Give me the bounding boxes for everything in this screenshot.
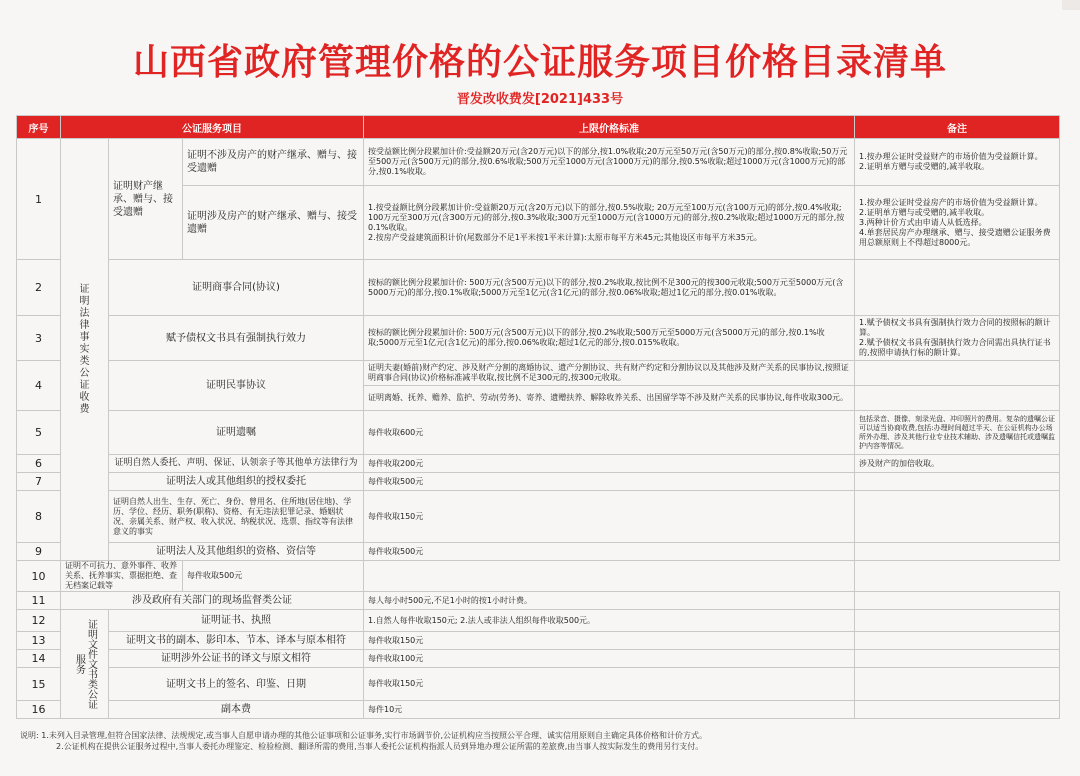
row-item: 证明证书、执照 <box>109 610 364 632</box>
row-note <box>855 260 1060 316</box>
row-note <box>855 592 1060 610</box>
row-item: 证明涉及房产的财产继承、赠与、接受遗赠 <box>183 186 364 260</box>
row-item: 证明遗嘱 <box>109 411 364 455</box>
table-row <box>17 543 1060 561</box>
row-number: 10 <box>17 561 61 592</box>
row-note <box>855 610 1060 632</box>
header-note: 备注 <box>855 116 1060 139</box>
footnotes <box>20 730 1070 752</box>
row-item: 赋予债权文书具有强制执行效力 <box>109 316 364 361</box>
row-note: 1.按办理公证时受益房产的市场价值为受益额计算。 2.证明单方赠与或受赠的,减半收取。 3.两种计价方式由申请人从低选择。 4.单套居民房产办理继承、赠与、接受遗赠公证服务费用总额原则上不得超过8000元。 <box>855 186 1060 260</box>
footnote-2: 2.公证机构在提供公证服务过程中,当事人委托办理鉴定、检验检测、翻译所需的费用,当事人委托公证机构指派人员到异地办理公证所需的差旅费,由当事人按实际发生的费用另行支付。 <box>56 742 704 751</box>
row-item: 涉及政府有关部门的现场监督类公证 <box>61 592 364 610</box>
row-number: 15 <box>17 668 61 701</box>
header-item: 公证服务项目 <box>61 116 364 139</box>
document-number: 晋发改收费发[2021]433号 <box>456 92 624 107</box>
row-note <box>855 543 1060 561</box>
table-row <box>17 139 1060 186</box>
row-note <box>855 632 1060 650</box>
table-row <box>17 491 1060 543</box>
table-row <box>17 632 1060 650</box>
row-note <box>855 668 1060 701</box>
row-item: 证明涉外公证书的译文与原文相符 <box>109 650 364 668</box>
row-note <box>855 361 1060 386</box>
table-row <box>17 701 1060 719</box>
row-number: 13 <box>17 632 61 650</box>
row-number: 7 <box>17 473 61 491</box>
category-legal-facts: 证明法律事实类公证收费 <box>61 139 109 561</box>
table-row <box>17 668 1060 701</box>
row-item: 证明法人或其他组织的授权委托 <box>109 473 364 491</box>
row-item: 证明自然人出生、生存、死亡、身份、曾用名、住所地(居住地)、学历、学位、经历、职务(职称)、资格、有无违法犯罪记录、婚姻状况、亲属关系、财产权、收入状况、纳税状况、选票、指纹等有法律意义的事实 <box>109 491 364 543</box>
table-row <box>17 316 1060 361</box>
row-note <box>855 701 1060 719</box>
table-row <box>17 473 1060 491</box>
row-price: 按标的额比例分段累加计价: 500万元(含500万元)以下的部分,按0.2%收取;500万元至5000万元(含5000万元)的部分,按0.1%收取;5000万元至1亿元(含1亿元)的部分,按0.06%收取;超过1亿元的部分,按0.015%收取。 <box>364 316 855 361</box>
row-number: 1 <box>17 139 61 260</box>
table-row <box>17 592 1060 610</box>
row-number: 4 <box>17 361 61 411</box>
row-item: 证明商事合同(协议) <box>109 260 364 316</box>
row-price: 每件收取500元 <box>183 561 364 592</box>
table-row <box>17 260 1060 316</box>
header-price: 上限价格标准 <box>364 116 855 139</box>
footnote-label: 说明: <box>20 731 39 740</box>
row-item: 证明文书上的签名、印鉴、日期 <box>109 668 364 701</box>
footnote-1 <box>20 730 1070 741</box>
row-price: 1.自然人每件收取150元; 2.法人或非法人组织每件收取500元。 <box>364 610 855 632</box>
row-number: 2 <box>17 260 61 316</box>
category-documents: 证明文件文书类公证服务 <box>61 610 109 719</box>
row-note: 1.赋予债权文书具有强制执行效力合同的按照标的额计算。 2.赋予债权文书具有强制执行效力合同需出具执行证书的,按照申请执行标的额计算。 <box>855 316 1060 361</box>
row-note <box>855 650 1060 668</box>
table-row <box>17 610 1060 632</box>
row-note <box>855 386 1060 411</box>
row-item: 副本费 <box>109 701 364 719</box>
row-number: 5 <box>17 411 61 455</box>
row-price: 每件收取200元 <box>364 455 855 473</box>
row-item: 证明文书的副本、影印本、节本、译本与原本相符 <box>109 632 364 650</box>
row-note <box>855 491 1060 543</box>
row-item: 证明不涉及房产的财产继承、赠与、接受遗赠 <box>183 139 364 186</box>
row-note <box>855 473 1060 491</box>
row-price: 每件10元 <box>364 701 855 719</box>
row-number: 9 <box>17 543 61 561</box>
table-row <box>17 455 1060 473</box>
row-price: 每人每小时500元,不足1小时的按1小时计费。 <box>364 592 855 610</box>
row-price: 每件收取150元 <box>364 491 855 543</box>
row-item: 证明不可抗力、意外事件、收养关系、抚养事实、票据拒绝、查无档案记载等 <box>61 561 183 592</box>
table-row <box>17 650 1060 668</box>
row-number: 16 <box>17 701 61 719</box>
row-price: 每件收取600元 <box>364 411 855 455</box>
footnote-text-1: 1.未列入目录管理,但符合国家法律、法规规定,或当事人自愿申请办理的其他公证事项和公证事务,实行市场调节价,公证机构应当按照公平合理、诚实信用原则自主确定具体价格和计价方式。 <box>41 731 708 740</box>
table-row <box>17 411 1060 455</box>
row-price: 证明离婚、抚养、赡养、监护、劳动(劳务)、寄养、遗赠扶养、解除收养关系、出国留学等不涉及财产关系的民事协议,每件收取300元。 <box>364 386 855 411</box>
row-price: 1.按受益额比例分段累加计价:受益额20万元(含20万元)以下的部分,按0.5%收取; 20万元至100万元(含100万元)的部分,按0.4%收取; 100万元至300万元(含300万元)的部分,按0.3%收取;300万元至1000万元(含1000万元)的部分,按0.2%收取;超过1000万元的部分,按0.1%收取。 2.按房产受益建筑面积计价(尾数部分不足1平米按1平米计算):太原市每平方米45元;其他设区市每平方米35元。 <box>364 186 855 260</box>
row-note: 包括录音、摄像、刻录光盘、冲印照片的费用。复杂的遗嘱公证可以适当协商收费,包括:办理时间超过半天、在公证机构办公场所外办理、涉及其他行业专业技术辅助、涉及遗嘱信托或遗嘱监护内容等情况。 <box>855 411 1060 455</box>
row-price: 每件收取150元 <box>364 632 855 650</box>
row-number: 6 <box>17 455 61 473</box>
page-title: 山西省政府管理价格的公证服务项目价格目录清单 <box>132 42 947 83</box>
row-item: 证明自然人委托、声明、保证、认领亲子等其他单方法律行为 <box>109 455 364 473</box>
table-header-row <box>17 116 1060 139</box>
header-num: 序号 <box>17 116 61 139</box>
row-note: 1.按办理公证时受益财产的市场价值为受益额计算。 2.证明单方赠与或受赠的,减半收取。 <box>855 139 1060 186</box>
row-price: 每件收取100元 <box>364 650 855 668</box>
row-price: 每件收取150元 <box>364 668 855 701</box>
table-row <box>17 361 1060 386</box>
table-row <box>17 561 1060 592</box>
row-number: 8 <box>17 491 61 543</box>
price-table <box>16 115 1060 719</box>
row-price: 每件收取500元 <box>364 543 855 561</box>
row-note <box>364 561 855 592</box>
row-number: 12 <box>17 610 61 632</box>
row-number: 11 <box>17 592 61 610</box>
row-price: 按受益额比例分段累加计价:受益额20万元(含20万元)以下的部分,按1.0%收取;20万元至50万元(含50万元)的部分,按0.8%收取;50万元至500万元(含500万元)的部分,按0.6%收取;500万元至1000万元(含1000万元)的部分,按0.5%收取;超过1000万元(含1000万元)的部分,按0.1%收取。 <box>364 139 855 186</box>
row-item: 证明法人及其他组织的资格、资信等 <box>109 543 364 561</box>
row-number: 3 <box>17 316 61 361</box>
row-group-inheritance: 证明财产继承、赠与、接受遗赠 <box>109 139 183 260</box>
row-price: 证明夫妻(婚前)财产约定、涉及财产分割的离婚协议、遗产分割协议、共有财产约定和分割协议以及其他涉及财产关系的民事协议,按照证明商事合同(协议)价格标准减半收取,按比例不足300元的,按300元收取。 <box>364 361 855 386</box>
row-number: 14 <box>17 650 61 668</box>
corner-tab <box>1062 0 1080 10</box>
row-note: 涉及财产的加倍收取。 <box>855 455 1060 473</box>
row-price: 每件收取500元 <box>364 473 855 491</box>
row-price: 按标的额比例分段累加计价: 500万元(含500万元)以下的部分,按0.2%收取,按比例不足300元的按300元收取;500万元至5000万元(含5000万元)的部分,按0.1%收取;5000万元至1亿元(含1亿元)的部分,按0.06%收取;超过1亿元的部分,按0.01%收取。 <box>364 260 855 316</box>
row-item: 证明民事协议 <box>109 361 364 411</box>
